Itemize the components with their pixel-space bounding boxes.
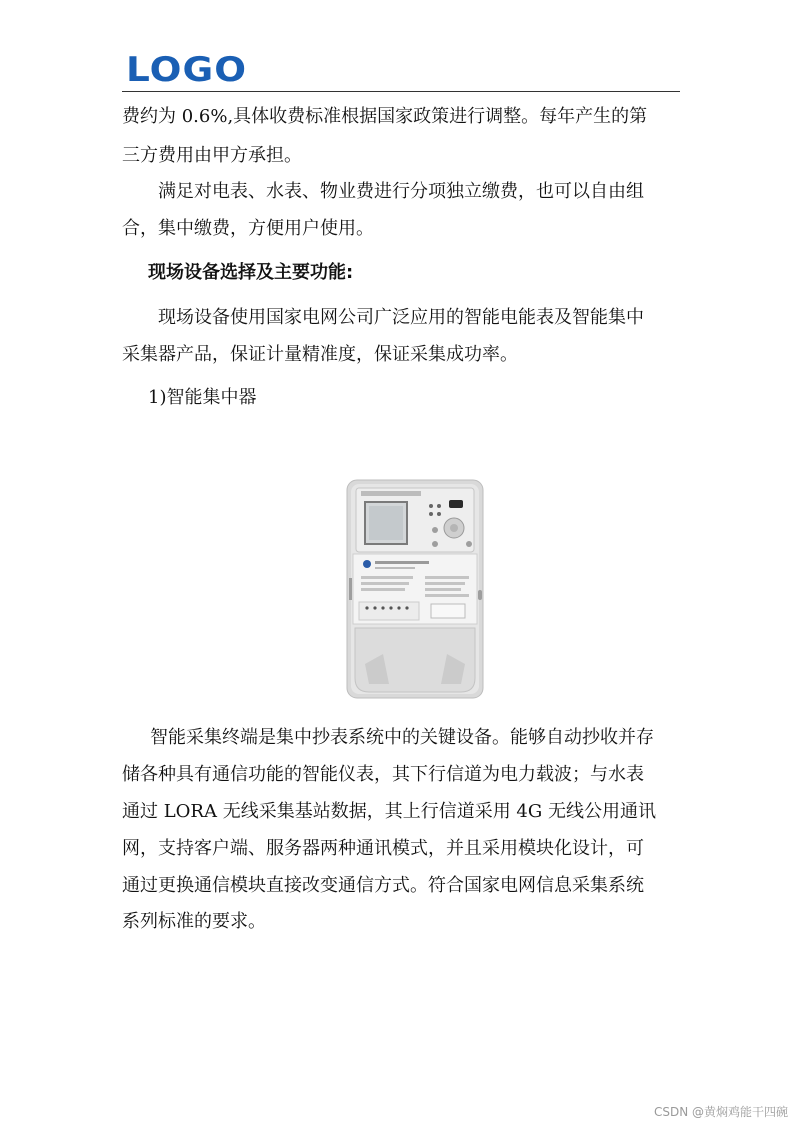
- paragraph-line: 网，支持客户端、服务器两种通讯模式，并且采用模块化设计，可: [122, 838, 644, 859]
- paragraph-line: 储各种具有通信功能的智能仪表，其下行信道为电力载波；与水表: [122, 764, 644, 785]
- list-item: 1)智能集中器: [148, 387, 257, 408]
- section-heading: 现场设备选择及主要功能:: [148, 262, 354, 283]
- paragraph-line: 现场设备使用国家电网公司广泛应用的智能电能表及智能集中: [158, 307, 644, 328]
- paragraph-line: 采集器产品，保证计量精准度，保证采集成功率。: [122, 344, 518, 365]
- paragraph-line: 通过更换通信模块直接改变通信方式。符合国家电网信息采集系统: [122, 875, 644, 896]
- paragraph-line: 系列标准的要求。: [122, 911, 266, 932]
- watermark: CSDN @黄焖鸡能干四碗: [653, 1105, 788, 1119]
- paragraph-line: 费约为 0.6%,具体收费标准根据国家政策进行调整。每年产生的第: [122, 106, 648, 127]
- paragraph-line: 合，集中缴费，方便用户使用。: [122, 218, 374, 239]
- paragraph-line: 满足对电表、水表、物业费进行分项独立缴费，也可以自由组: [158, 181, 644, 202]
- concentrator-device-image: [343, 478, 487, 703]
- header-rule: [122, 91, 680, 92]
- paragraph-line: 通过 LORA 无线采集基站数据，其上行信道采用 4G 无线公用通讯: [122, 801, 656, 822]
- header-logo: LOGO: [126, 50, 248, 90]
- paragraph-line: 智能采集终端是集中抄表系统中的关键设备。能够自动抄收并存: [150, 727, 654, 748]
- paragraph-line: 三方费用由甲方承担。: [122, 145, 302, 166]
